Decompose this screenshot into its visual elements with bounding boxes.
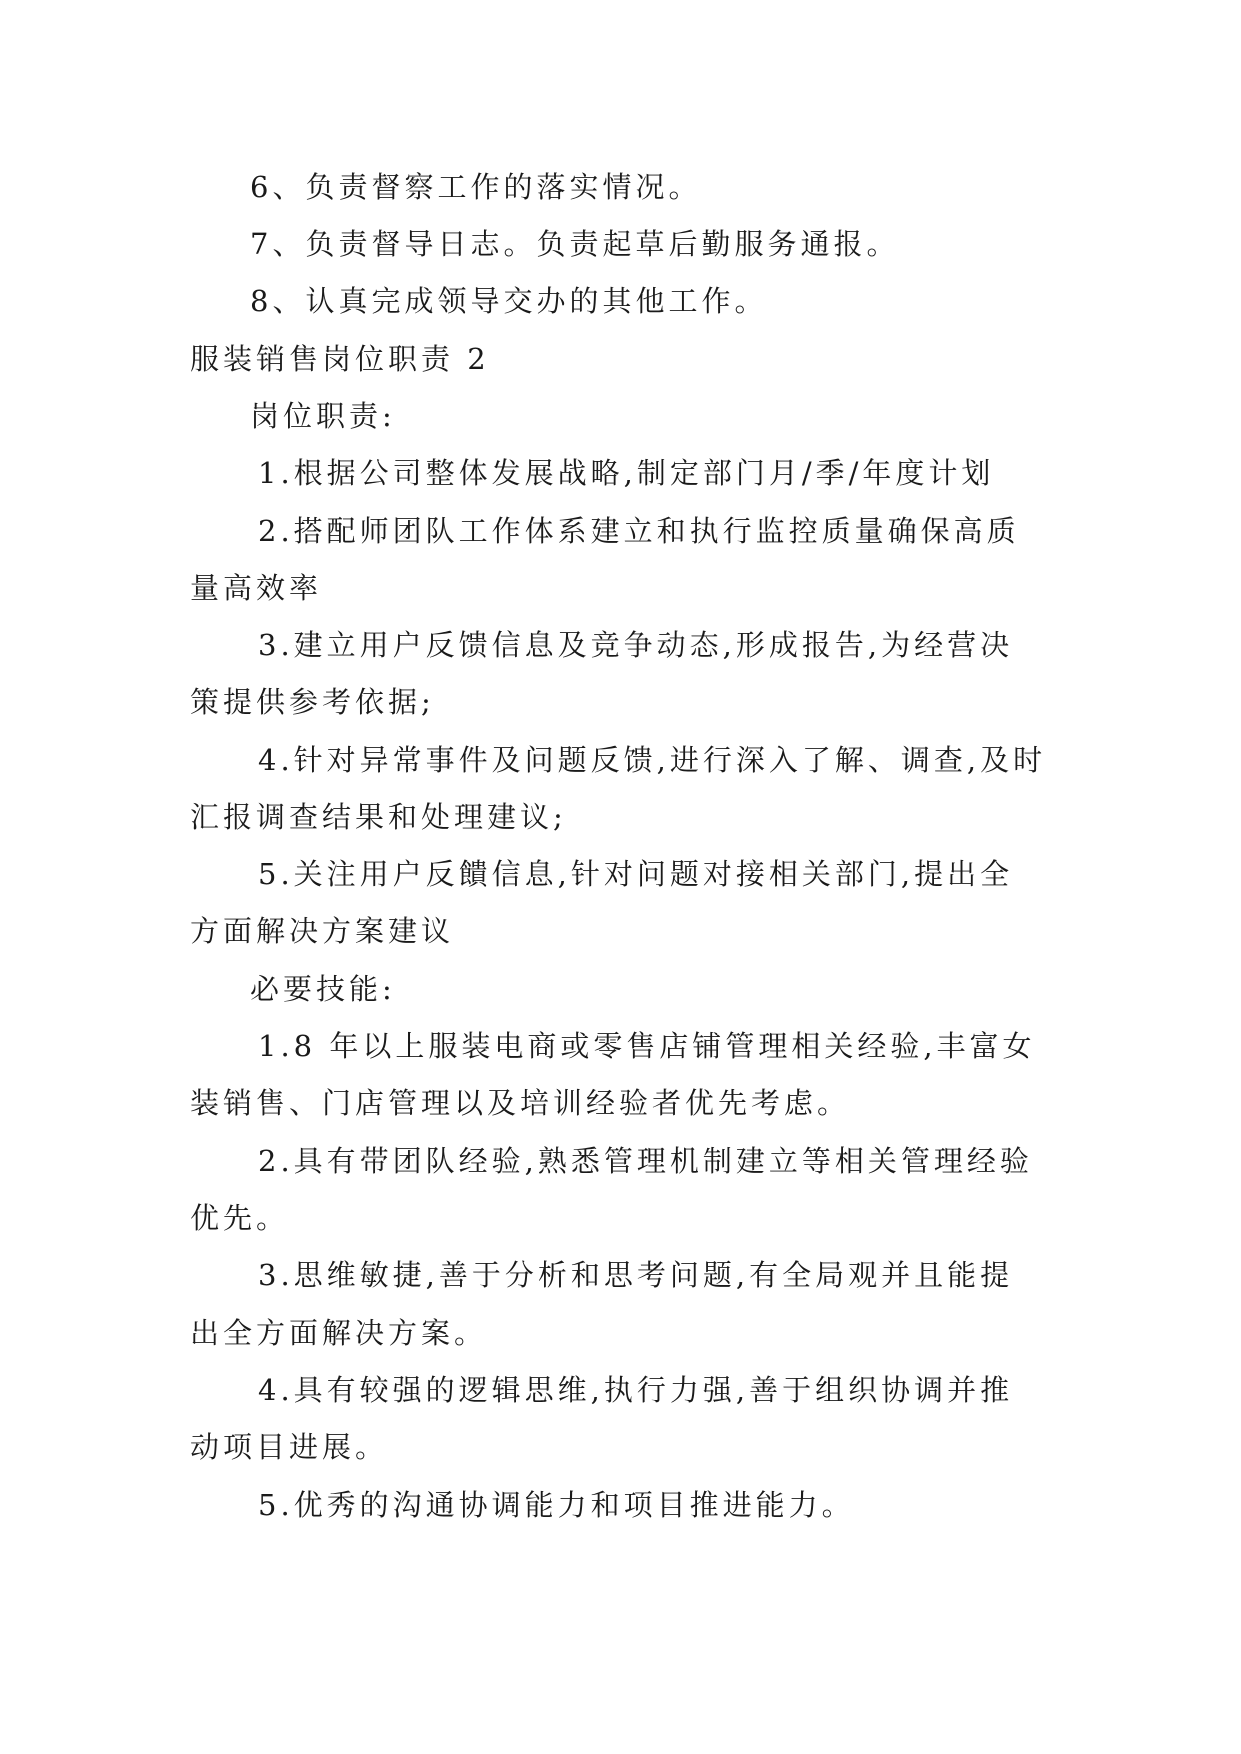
paragraph-line: 岗位职责: — [250, 399, 396, 433]
paragraph-line: 2.具有带团队经验,熟悉管理机制建立等相关管理经验 — [258, 1144, 1033, 1178]
paragraph-line: 方面解决方案建议 — [190, 914, 455, 948]
paragraph-line: 量高效率 — [190, 571, 323, 605]
paragraph-line: 汇报调查结果和处理建议; — [190, 800, 567, 834]
paragraph-line: 出全方面解决方案。 — [190, 1316, 488, 1350]
paragraph-line: 4.针对异常事件及问题反馈,进行深入了解、调查,及时 — [258, 743, 1047, 777]
paragraph-line: 优先。 — [190, 1201, 290, 1235]
paragraph-line: 装销售、门店管理以及培训经验者优先考虑。 — [190, 1086, 851, 1120]
paragraph-line: 8、认真完成领导交办的其他工作。 — [250, 284, 768, 318]
paragraph-line: 1.根据公司整体发展战略,制定部门月/季/年度计划 — [258, 456, 995, 490]
paragraph-line: 必要技能: — [250, 972, 396, 1006]
paragraph-line: 6、负责督察工作的落实情况。 — [250, 170, 702, 204]
paragraph-line: 2.搭配师团队工作体系建立和执行监控质量确保高质 — [258, 514, 1020, 548]
paragraph-line: 动项目进展。 — [190, 1430, 389, 1464]
paragraph-line: 5.优秀的沟通协调能力和项目推进能力。 — [258, 1488, 855, 1522]
paragraph-line: 1.8 年以上服装电商或零售店铺管理相关经验,丰富女 — [258, 1029, 1036, 1063]
paragraph-line: 3.建立用户反馈信息及竞争动态,形成报告,为经营决 — [258, 628, 1014, 662]
section-heading: 服装销售岗位职责 2 — [190, 342, 490, 376]
paragraph-line: 7、负责督导日志。负责起草后勤服务通报。 — [250, 227, 900, 261]
paragraph-line: 策提供参考依据; — [190, 685, 435, 719]
paragraph-line: 5.关注用户反饋信息,针对问题对接相关部门,提出全 — [258, 857, 1014, 891]
paragraph-line: 4.具有较强的逻辑思维,执行力强,善于组织协调并推 — [258, 1373, 1014, 1407]
paragraph-line: 3.思维敏捷,善于分析和思考问题,有全局观并且能提 — [258, 1258, 1014, 1292]
